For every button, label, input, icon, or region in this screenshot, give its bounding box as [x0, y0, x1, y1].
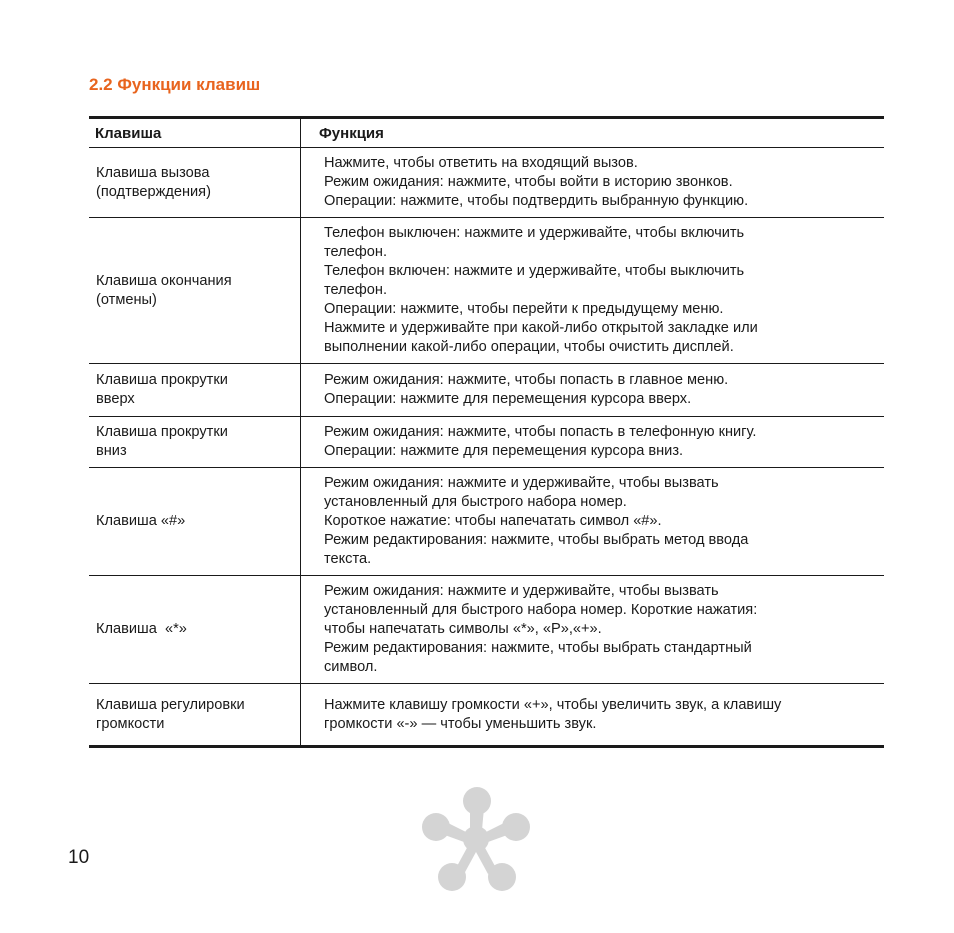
function-cell: [301, 684, 885, 747]
key-text: (отмены): [96, 291, 157, 308]
function-cell: [301, 468, 885, 576]
header-function: Функция: [301, 118, 885, 148]
function-text: Нажмите и удерживайте при какой-либо открытой закладке или: [324, 320, 758, 336]
table-row: [89, 218, 884, 364]
function-text: выполнении какой-либо операции, чтобы очистить дисплей.: [324, 339, 734, 355]
key-cell: [89, 684, 301, 747]
function-cell: [301, 576, 885, 684]
function-text: телефон.: [324, 282, 388, 298]
function-text: Режим ожидания: нажмите, чтобы войти в историю звонков.: [324, 174, 733, 190]
key-text: (подтверждения): [96, 183, 211, 200]
flower-logo-icon: [420, 786, 532, 892]
function-cell: [301, 148, 885, 218]
key-cell: [89, 148, 301, 218]
function-text: телефон.: [324, 244, 388, 260]
key-text: Клавиша окончания: [96, 272, 232, 289]
section-title: 2.2 Функции клавиш: [89, 75, 261, 94]
function-text: установленный для быстрого набора номер.: [324, 494, 627, 510]
function-text: символ.: [324, 659, 378, 675]
key-text: вниз: [96, 443, 127, 459]
key-text: громкости: [96, 715, 165, 732]
key-cell: [89, 364, 301, 417]
function-text: Операции: нажмите, чтобы перейти к предыдущему меню.: [324, 301, 724, 317]
key-cell: [89, 218, 301, 364]
table-header-row: [89, 118, 884, 148]
function-text: текста.: [324, 551, 372, 567]
function-text: громкости «-» — чтобы уменьшить звук.: [324, 715, 597, 732]
function-text: Режим ожидания: нажмите, чтобы попасть в телефонную книгу.: [324, 424, 757, 440]
function-text: Нажмите клавишу громкости «+», чтобы увеличить звук, а клавишу: [324, 696, 782, 713]
table-row: [89, 417, 884, 468]
function-text: Режим редактирования: нажмите, чтобы выбрать метод ввода: [324, 532, 749, 548]
table-row: [89, 684, 884, 747]
function-text: Режим ожидания: нажмите, чтобы попасть в главное меню.: [324, 372, 729, 388]
function-text: Режим редактирования: нажмите, чтобы выбрать стандартный: [324, 640, 752, 656]
table-row: [89, 148, 884, 218]
function-cell: [301, 417, 885, 468]
function-text: Короткое нажатие: чтобы напечатать символ «#».: [324, 513, 662, 529]
key-text: Клавиша прокрутки: [96, 424, 228, 440]
function-text: установленный для быстрого набора номер. Короткие нажатия:: [324, 602, 758, 618]
function-text: Операции: нажмите для перемещения курсора вверх.: [324, 391, 692, 407]
key-text: Клавиша прокрутки: [96, 372, 228, 388]
key-functions-table: [89, 116, 884, 748]
page-number: 10: [68, 847, 90, 868]
header-key: Клавиша: [89, 118, 301, 148]
key-cell: [89, 417, 301, 468]
key-text: Клавиша вызова: [96, 164, 210, 181]
key-cell: [89, 468, 301, 576]
key-cell: [89, 576, 301, 684]
table-row: [89, 576, 884, 684]
function-text: Телефон выключен: нажмите и удерживайте, чтобы включить: [324, 225, 745, 241]
function-text: Режим ожидания: нажмите и удерживайте, чтобы вызвать: [324, 475, 719, 491]
key-text: Клавиша «#»: [96, 513, 186, 529]
function-text: Нажмите, чтобы ответить на входящий вызов.: [324, 155, 638, 171]
key-text: вверх: [96, 391, 135, 407]
function-cell: [301, 218, 885, 364]
function-text: Режим ожидания: нажмите и удерживайте, чтобы вызвать: [324, 583, 719, 599]
key-text: Клавиша регулировки: [96, 696, 245, 713]
table-row: [89, 468, 884, 576]
function-text: чтобы напечатать символы «*», «P»,«+».: [324, 621, 602, 637]
function-text: Телефон включен: нажмите и удерживайте, чтобы выключить: [324, 263, 745, 279]
function-text: Операции: нажмите для перемещения курсора вниз.: [324, 443, 684, 459]
table-row: [89, 364, 884, 417]
function-text: Операции: нажмите, чтобы подтвердить выбранную функцию.: [324, 193, 749, 209]
key-text: Клавиша «*»: [96, 621, 187, 637]
function-cell: [301, 364, 885, 417]
